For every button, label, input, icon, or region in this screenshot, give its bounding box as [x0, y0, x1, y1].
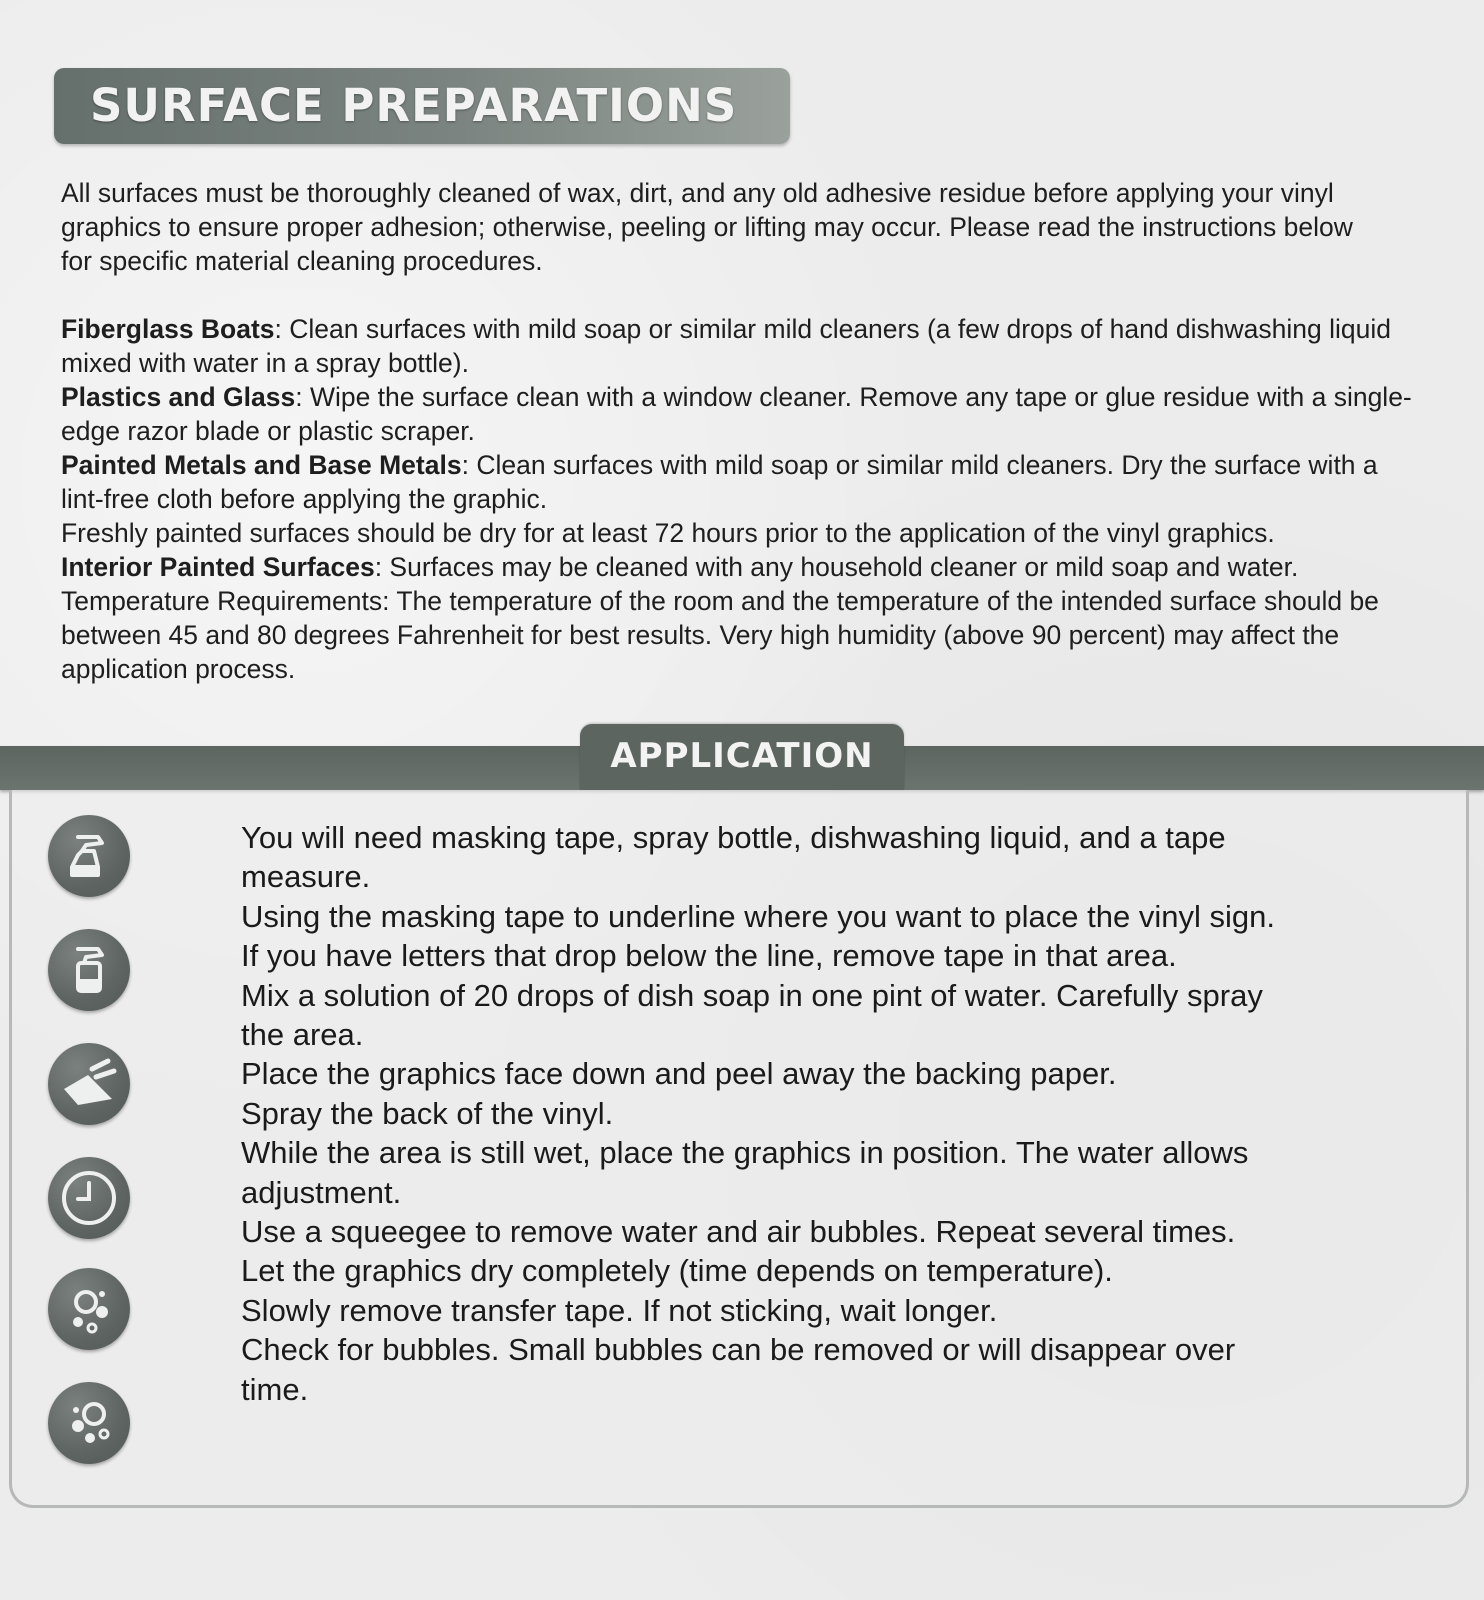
- application-step: Using the masking tape to underline where you want to place the vinyl sign. If you have letters that drop below the line, remove tape in that area.: [241, 898, 1275, 974]
- application-steps: [241, 818, 1281, 1409]
- prep-item-plastics: Plastics and Glass: Wipe the surface clean with a window cleaner. Remove any tape or glue residue with a single-edge razor blade or plastic scraper.: [61, 382, 1412, 446]
- bubbles-icon: [48, 1382, 130, 1464]
- prep-item-freshly-painted: Freshly painted surfaces should be dry for at least 72 hours prior to the application of the vinyl graphics.: [61, 518, 1275, 548]
- application-step: Slowly remove transfer tape. If not sticking, wait longer.: [241, 1292, 998, 1328]
- prep-item-temperature: Temperature Requirements: The temperature of the room and the temperature of the intended surface should be between 45 and 80 degrees Fahrenheit for best results. Very high humidity (above 90 percent) may affect the application process.: [61, 586, 1379, 684]
- spray-bottle-icon: [48, 815, 130, 897]
- prep-item-metals: Painted Metals and Base Metals: Clean surfaces with mild soap or similar mild cleaners. Dry the surface with a lint-free cloth before applying the graphic.: [61, 450, 1378, 514]
- bubbles-icon: [48, 1268, 130, 1350]
- surface-preparations-intro: All surfaces must be thoroughly cleaned of wax, dirt, and any old adhesive residue before applying your vinyl graphics to ensure proper adhesion; otherwise, peeling or lifting may occur. Please read the instructions below for specific material cleaning procedures.: [61, 178, 1353, 276]
- prep-item-fiberglass: Fiberglass Boats: Clean surfaces with mild soap or similar mild cleaners (a few drops of hand dishwashing liquid mixed with water in a spray bottle).: [61, 314, 1392, 378]
- application-step: Place the graphics face down and peel away the backing paper.: [241, 1056, 1117, 1092]
- application-step: While the area is still wet, place the graphics in position. The water allows adjustment.: [241, 1135, 1249, 1210]
- application-step: Use a squeegee to remove water and air bubbles. Repeat several times.: [241, 1214, 1236, 1250]
- application-step: Check for bubbles. Small bubbles can be removed or will disappear over time.: [241, 1332, 1236, 1407]
- application-tab: [580, 724, 904, 790]
- application-title: APPLICATION: [610, 736, 874, 776]
- clock-icon: [48, 1157, 130, 1239]
- application-step: You will need masking tape, spray bottle, dishwashing liquid, and a tape measure.: [241, 820, 1226, 895]
- application-step: Let the graphics dry completely (time depends on temperature).: [241, 1253, 1113, 1289]
- prep-item-interior: Interior Painted Surfaces: Surfaces may be cleaned with any household cleaner or mild soap and water.: [61, 552, 1299, 582]
- application-step: Mix a solution of 20 drops of dish soap in one pint of water. Carefully spray the area.: [241, 977, 1263, 1053]
- surface-preparations-body: [61, 176, 1421, 686]
- surface-preparations-banner: [54, 68, 790, 144]
- spray-bottle-icon: [48, 929, 130, 1011]
- surface-preparations-title: SURFACE PREPARATIONS: [90, 79, 738, 132]
- squeegee-icon: [48, 1043, 130, 1125]
- application-step: Spray the back of the vinyl.: [241, 1095, 614, 1131]
